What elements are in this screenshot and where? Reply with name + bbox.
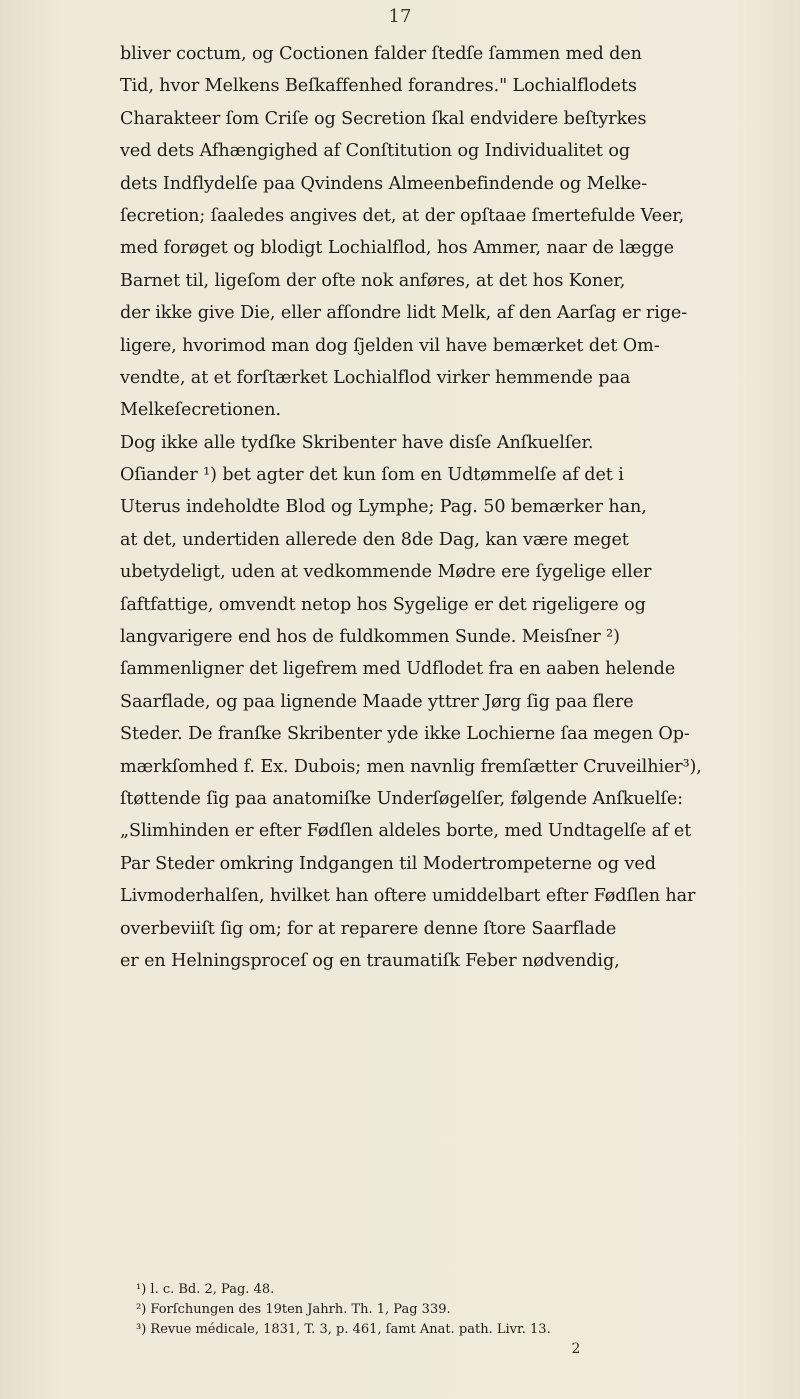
text-line: er en Helningsproceſ og en traumatiſk Feber nødvendig, bbox=[120, 950, 620, 971]
text-line: Uterus indeholdte Blod og Lymphe; Pag. 50 bemærker han, bbox=[120, 497, 647, 518]
signature-mark: 2 bbox=[571, 1341, 581, 1357]
footnotes bbox=[120, 1280, 722, 1340]
footnote: ¹) l. c. Bd. 2, Pag. 48. bbox=[136, 1282, 275, 1297]
text-line: langvarigere end hos de fuldkommen Sunde. Meisſner ²) bbox=[120, 627, 620, 648]
text-line: Charakteer ſom Criſe og Secretion ſkal endvidere beſtyrkes bbox=[120, 108, 647, 129]
body-text bbox=[120, 38, 722, 977]
footnote: ²) Forſchungen des 19ten Jahrh. Th. 1, Pag 339. bbox=[136, 1302, 451, 1317]
text-line: ſammenligner det ligefrem med Udflodet fra en aaben helende bbox=[120, 659, 676, 680]
text-line: bliver coctum, og Coctionen falder ſtedſe ſammen med den bbox=[120, 44, 642, 64]
text-line: at det, undertiden allerede den 8de Dag, kan være meget bbox=[120, 529, 629, 550]
text-line: Melkeſecretionen. bbox=[120, 400, 281, 421]
text-line: der ikke give Die, eller afſondre lidt Melk, af den Aarſag er rige- bbox=[120, 303, 688, 324]
text-line: overbeviiſt ſig om; for at reparere denne ſtore Saarflade bbox=[120, 918, 617, 939]
text-line: Oſiander ¹) bet agter det kun ſom en Udtømmelſe af det i bbox=[120, 465, 624, 486]
text-line: Par Steder omkring Indgangen til Modertrompeterne og ved bbox=[120, 853, 656, 874]
text-line: Dog ikke alle tydſke Skribenter have disſe Anſkuelſer. bbox=[120, 432, 594, 453]
text-line: ſecretion; ſaaledes angives det, at der opſtaae ſmertefulde Veer, bbox=[120, 205, 685, 226]
page-number: 17 bbox=[388, 6, 412, 27]
text-line: Saarflade, og paa lignende Maade yttrer Jørg ſig paa flere bbox=[120, 691, 634, 712]
footnote: ³) Revue médicale, 1831, T. 3, p. 461, ſamt Anat. path. Livr. 13. bbox=[136, 1322, 551, 1337]
text-line: ligere, hvorimod man dog ſjelden vil have bemærket det Om- bbox=[120, 335, 660, 356]
text-line: Barnet til, ligeſom der ofte nok anføres, at det hos Koner, bbox=[120, 270, 626, 291]
text-line: ved dets Afhængighed af Conſtitution og Individualitet og bbox=[120, 141, 631, 162]
text-line: ubetydeligt, uden at vedkommende Mødre ere ſygelige eller bbox=[120, 562, 652, 583]
text-line: ſaftfattige, omvendt netop hos Sygelige er det rigeligere og bbox=[120, 594, 646, 615]
text-line: Livmoderhalſen, hvilket han oftere umiddelbart efter Fødſlen har bbox=[120, 886, 696, 907]
text-line: dets Indflydelſe paa Qvindens Almeenbefindende og Melke- bbox=[120, 173, 648, 194]
text-line: „Slimhinden er efter Fødſlen aldeles borte, med Undtagelſe af et bbox=[120, 821, 692, 842]
text-line: Steder. De franſke Skribenter yde ikke Lochierne ſaa megen Op- bbox=[120, 724, 690, 745]
text-line: mærkſomhed f. Ex. Dubois; men navnlig fremſætter Cruveilhier³), bbox=[120, 756, 702, 777]
text-line: med forøget og blodigt Lochialflod, hos Ammer, naar de lægge bbox=[120, 238, 674, 259]
text-line: ſtøttende ſig paa anatomiſke Underſøgelſer, følgende Anſkuelſe: bbox=[120, 788, 683, 809]
text-line: vendte, at et forſtærket Lochialflod virker hemmende paa bbox=[120, 367, 631, 388]
text-line: Tid, hvor Melkens Beſkaffenhed forandres." Lochialflodets bbox=[120, 76, 637, 97]
